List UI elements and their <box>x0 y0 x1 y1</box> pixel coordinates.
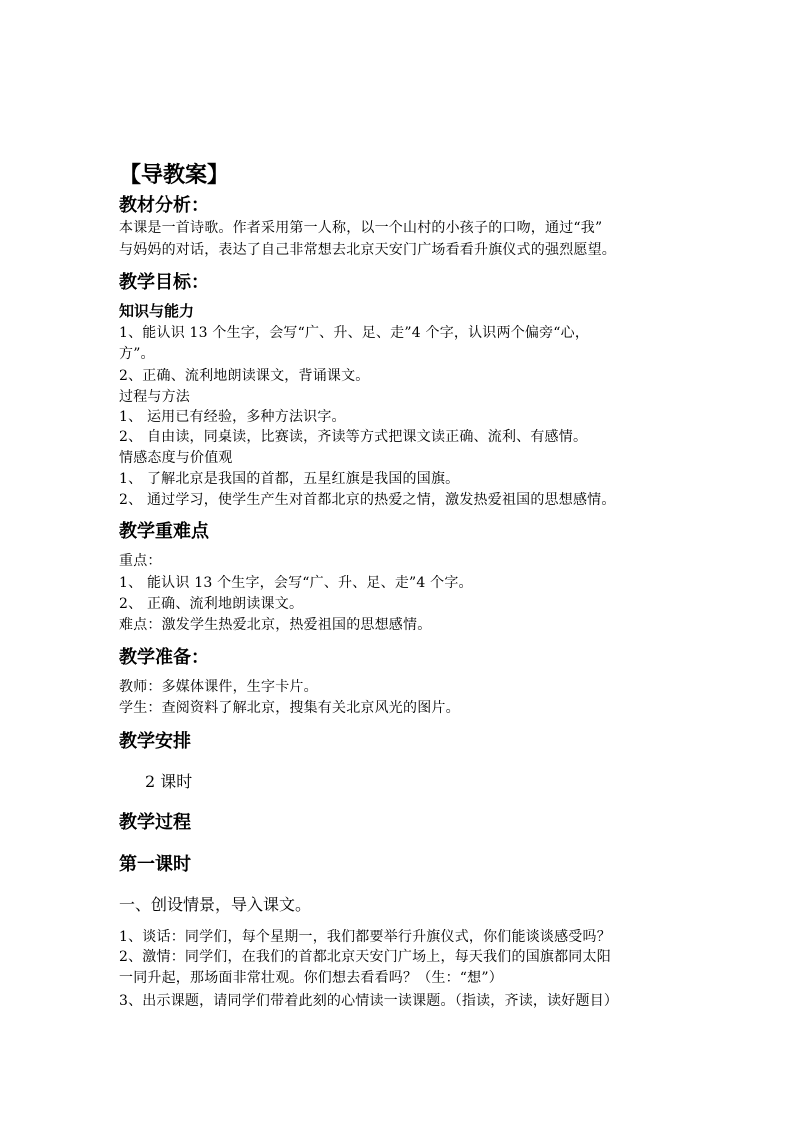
material-heading: 教材分析： <box>119 195 209 216</box>
emotion-item-2: 2、 通过学习，使学生产生对首都北京的热爱之情，激发热爱祖国的思想感情。 <box>119 492 616 508</box>
step-one-heading: 一、创设情景，导入课文。 <box>119 895 312 914</box>
emotion-heading: 情感态度与价值观 <box>119 450 233 466</box>
schedule-heading: 教学安排 <box>119 731 191 752</box>
key-points-label: 重点： <box>119 553 162 569</box>
goals-heading: 教学目标： <box>119 272 209 293</box>
material-text-line-2: 与妈妈的对话，表达了自己非常想去北京天安门广场看看升旗仪式的强烈愿望。 <box>119 242 616 258</box>
preparation-heading: 教学准备： <box>119 647 209 668</box>
student-preparation: 学生：查阅资料了解北京，搜集有关北京风光的图片。 <box>119 700 460 716</box>
emotion-item-1: 1、 了解北京是我国的首都，五星红旗是我国的国旗。 <box>119 471 460 487</box>
process-item-2: 2、 自由读，同桌读，比赛读，齐读等方式把课文读正确、流利、有感情。 <box>119 429 588 445</box>
lesson-one-heading: 第一课时 <box>119 854 191 875</box>
process-item-1: 1、 运用已有经验，多种方法识字。 <box>119 409 346 425</box>
key-point-1: 1、 能认识 13 个生字，会写“广、升、足、走”4 个字。 <box>119 575 473 591</box>
step-one-item-2: 2、激情：同学们，在我们的首都北京天安门广场上，每天我们的国旗都同太阳 <box>119 949 611 965</box>
knowledge-heading: 知识与能力 <box>119 302 195 320</box>
key-points-heading: 教学重难点 <box>119 521 209 542</box>
difficulty-point: 难点：激发学生热爱北京，热爱祖国的思想感情。 <box>119 617 432 633</box>
schedule-value: 2 课时 <box>145 772 193 791</box>
knowledge-item-2: 2、正确、流利地朗读课文，背诵课文。 <box>119 368 370 384</box>
knowledge-item-1-cont: 方”。 <box>119 346 155 362</box>
page-title: 【导教案】 <box>119 163 230 188</box>
procedure-heading: 教学过程 <box>119 812 191 833</box>
step-one-item-2-cont: 一同升起，那场面非常壮观。你们想去看看吗？（生：“想”） <box>119 970 503 986</box>
teacher-preparation: 教师：多媒体课件，生字卡片。 <box>119 679 318 695</box>
process-heading: 过程与方法 <box>119 389 190 405</box>
knowledge-item-1: 1、能认识 13 个生字，会写“广、升、足、走”4 个字，认识两个偏旁“心， <box>119 325 590 341</box>
step-one-item-1: 1、谈话：同学们，每个星期一，我们都要举行升旗仪式，你们能谈谈感受吗？ <box>119 929 611 945</box>
step-one-item-3: 3、出示课题，请同学们带着此刻的心情读一读课题。（指读，齐读，读好题目） <box>119 993 619 1009</box>
key-point-2: 2、 正确、流利地朗读课文。 <box>119 596 304 612</box>
material-text-line-1: 本课是一首诗歌。作者采用第一人称，以一个山村的小孩子的口吻，通过“我” <box>119 220 603 236</box>
